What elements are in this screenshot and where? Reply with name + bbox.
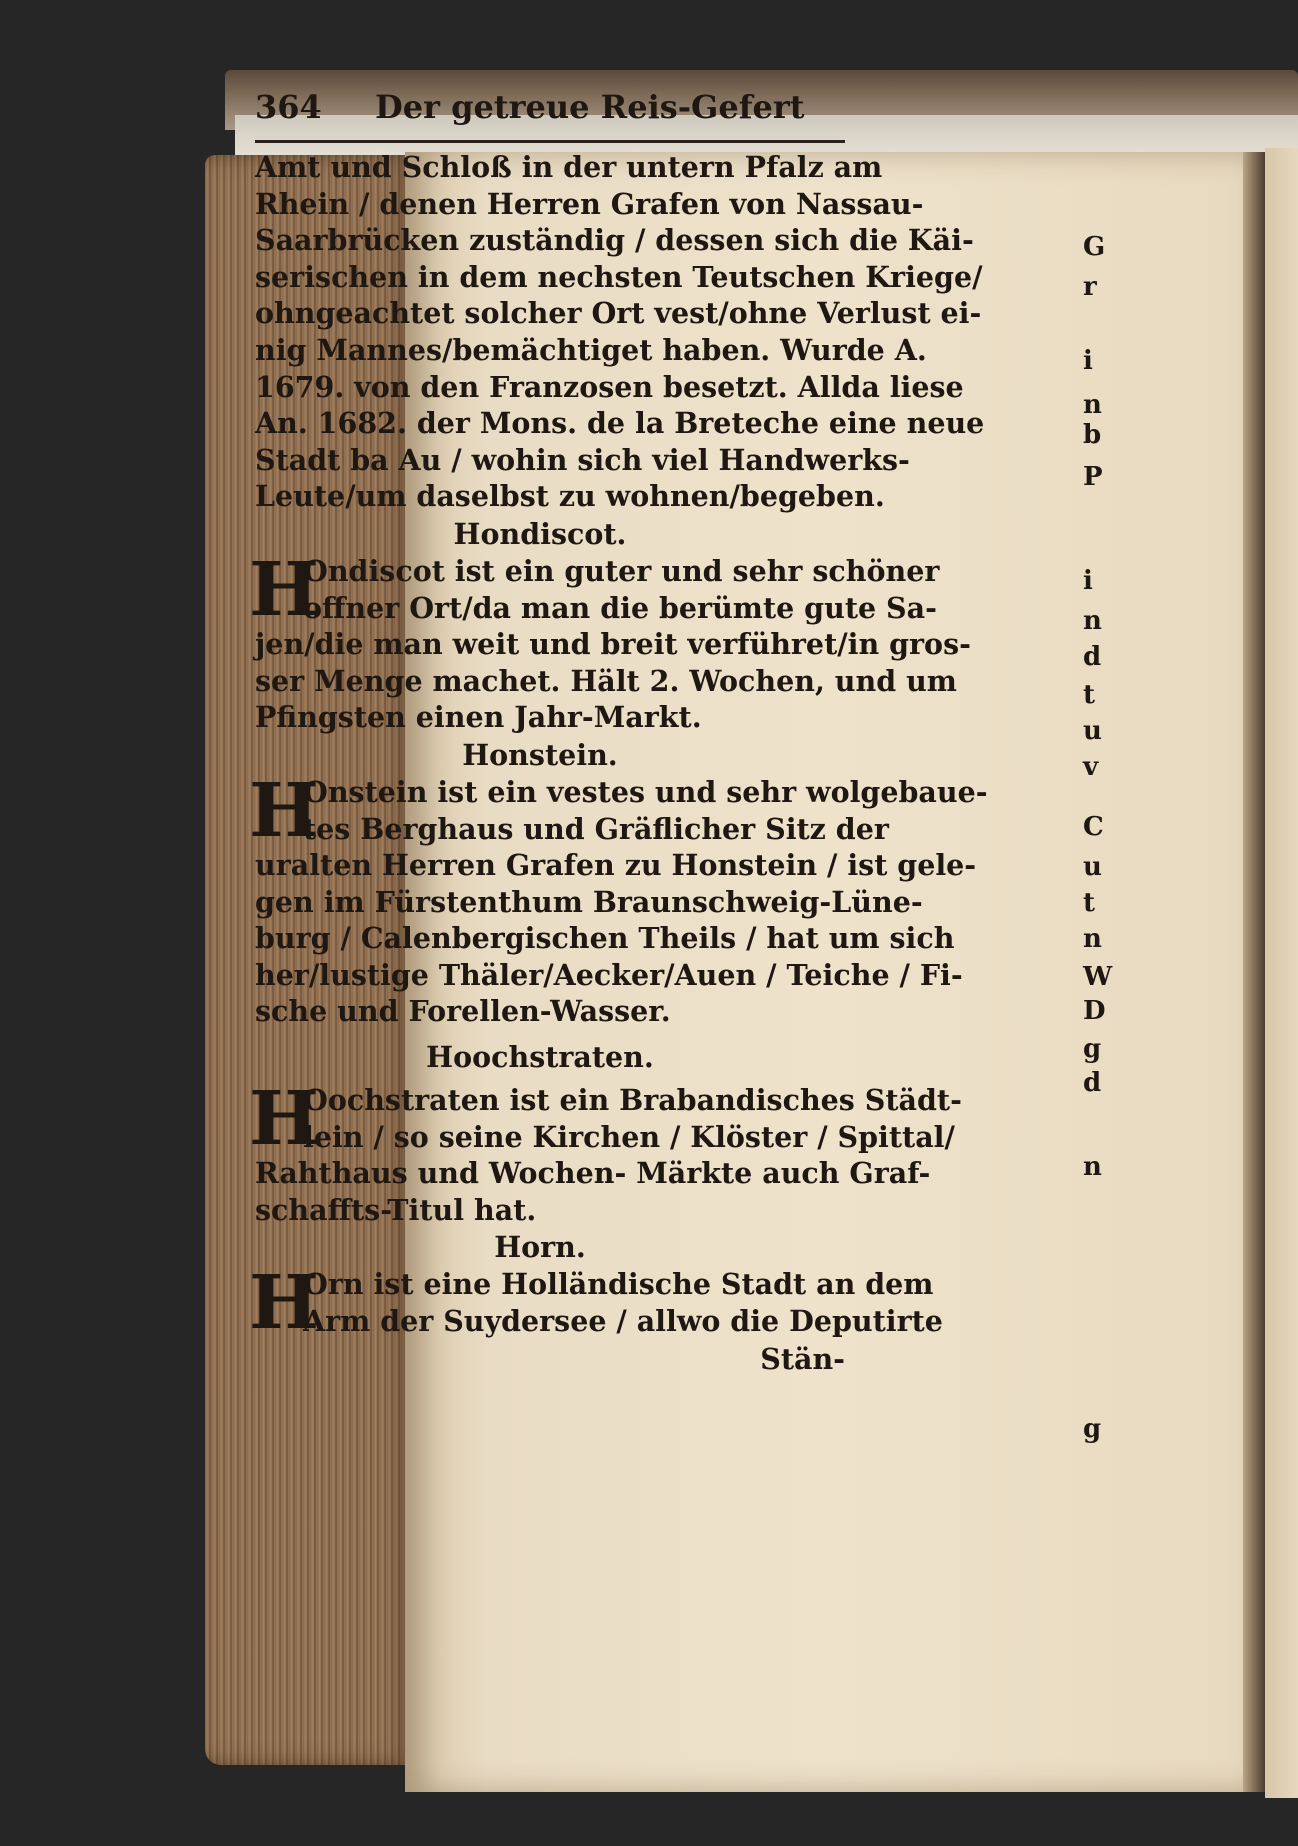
text-line: tes Berghaus und Gräflicher Sitz der	[303, 811, 889, 846]
text-line: Arm der Suydersee / allwo die Deputirte	[303, 1304, 943, 1339]
text-line: 1679. von den Franzosen besetzt. Allda liese	[255, 369, 964, 404]
fragment: t	[1083, 888, 1096, 918]
text-line: offner Ort/da man die berümte gute Sa-	[303, 590, 937, 625]
text-line: Orn ist eine Holländische Stadt an dem	[303, 1267, 934, 1302]
text-line: nig Mannes/bemächtiget haben. Wurde A.	[255, 332, 927, 367]
fragment: u	[1083, 852, 1102, 882]
fragment: v	[1083, 752, 1099, 782]
fragment: i	[1083, 346, 1093, 376]
intro-paragraph	[255, 149, 985, 515]
text-line: sche und Forellen-Wasser.	[255, 994, 671, 1029]
fragment: W	[1083, 962, 1113, 992]
running-title: Der getreue Reis-Gefert	[375, 88, 805, 126]
entry-heading: Hondiscot.	[453, 516, 627, 551]
text-line: Oochstraten ist ein Brabandisches Städt-	[303, 1083, 962, 1118]
text-line: Pfingsten einen Jahr-Markt.	[255, 700, 702, 735]
fragment: n	[1083, 606, 1102, 636]
fragment: g	[1083, 1034, 1102, 1064]
text-line: Amt und Schloß in der untern Pfalz am	[255, 150, 883, 184]
text-line: Saarbrücken zuständig / dessen sich die Käi-	[255, 223, 974, 258]
drop-initial: H	[249, 1260, 319, 1347]
page-header	[255, 88, 845, 143]
page-text	[249, 88, 988, 1678]
catchword: Stän-	[760, 1341, 845, 1376]
entry-heading: Honstein.	[462, 737, 618, 772]
text-line: An. 1682. der Mons. de la Breteche eine neue	[255, 406, 985, 441]
entry-hondiscot	[249, 546, 971, 736]
fragment: g	[1083, 1414, 1102, 1444]
entry-heading: Hoochstraten.	[426, 1040, 654, 1075]
fragment: G	[1083, 232, 1106, 262]
text-line: Leute/um daselbst zu wohnen/begeben.	[255, 479, 885, 514]
text-line: uralten Herren Grafen zu Honstein / ist gele-	[255, 848, 977, 883]
text-line: ohngeachtet solcher Ort vest/ohne Verlust ei-	[255, 296, 982, 331]
text-line: lein / so seine Kirchen / Klöster / Spittal/	[303, 1119, 955, 1154]
text-line: her/lustige Thäler/Aecker/Auen / Teiche / Fi-	[255, 957, 963, 992]
text-line: Onstein ist ein vestes und sehr wolgebaue-	[303, 774, 988, 809]
fragment: r	[1083, 272, 1097, 302]
text-line: Stadt ba Au / wohin sich viel Handwerks-	[255, 442, 910, 477]
fragment: u	[1083, 716, 1102, 746]
fragment: i	[1083, 566, 1093, 596]
right-page-edge	[1265, 148, 1298, 1798]
fragment: d	[1083, 1068, 1102, 1098]
fragment: n	[1083, 924, 1102, 954]
page-content	[249, 143, 988, 1378]
fragment: n	[1083, 390, 1102, 420]
text-line: jen/die man weit und breit verführet/in gros-	[255, 627, 971, 662]
fragment: b	[1083, 420, 1102, 450]
text-line: ser Menge machet. Hält 2. Wochen, und um	[255, 663, 957, 698]
page-number: 364	[255, 88, 322, 126]
entry-honstein	[249, 767, 988, 1030]
book-gutter	[1243, 152, 1265, 1792]
entry-horn	[249, 1260, 943, 1347]
text-line: gen im Fürstenthum Braunschweig-Lüne-	[255, 884, 923, 919]
drop-initial: H	[249, 1076, 319, 1163]
fragment: P	[1083, 462, 1103, 492]
fragment: C	[1083, 812, 1104, 842]
drop-initial: H	[249, 767, 319, 854]
text-line: Ondiscot ist ein guter und sehr schöner	[303, 553, 940, 588]
fragment: t	[1083, 680, 1096, 710]
entry-heading: Horn.	[494, 1230, 586, 1265]
text-line: burg / Calenbergischen Theils / hat um sich	[255, 921, 955, 956]
text-line: Rahthaus und Wochen- Märkte auch Graf-	[255, 1156, 931, 1191]
fragment: d	[1083, 642, 1102, 672]
fragment: n	[1083, 1152, 1102, 1182]
entry-hoochstraten	[249, 1076, 962, 1228]
drop-initial: H	[249, 546, 319, 633]
text-line: Rhein / denen Herren Grafen von Nassau-	[255, 186, 924, 221]
text-line: schaffts-Titul hat.	[255, 1192, 537, 1227]
fragment: D	[1083, 996, 1106, 1026]
text-line: serischen in dem nechsten Teutschen Kriege/	[255, 259, 983, 294]
